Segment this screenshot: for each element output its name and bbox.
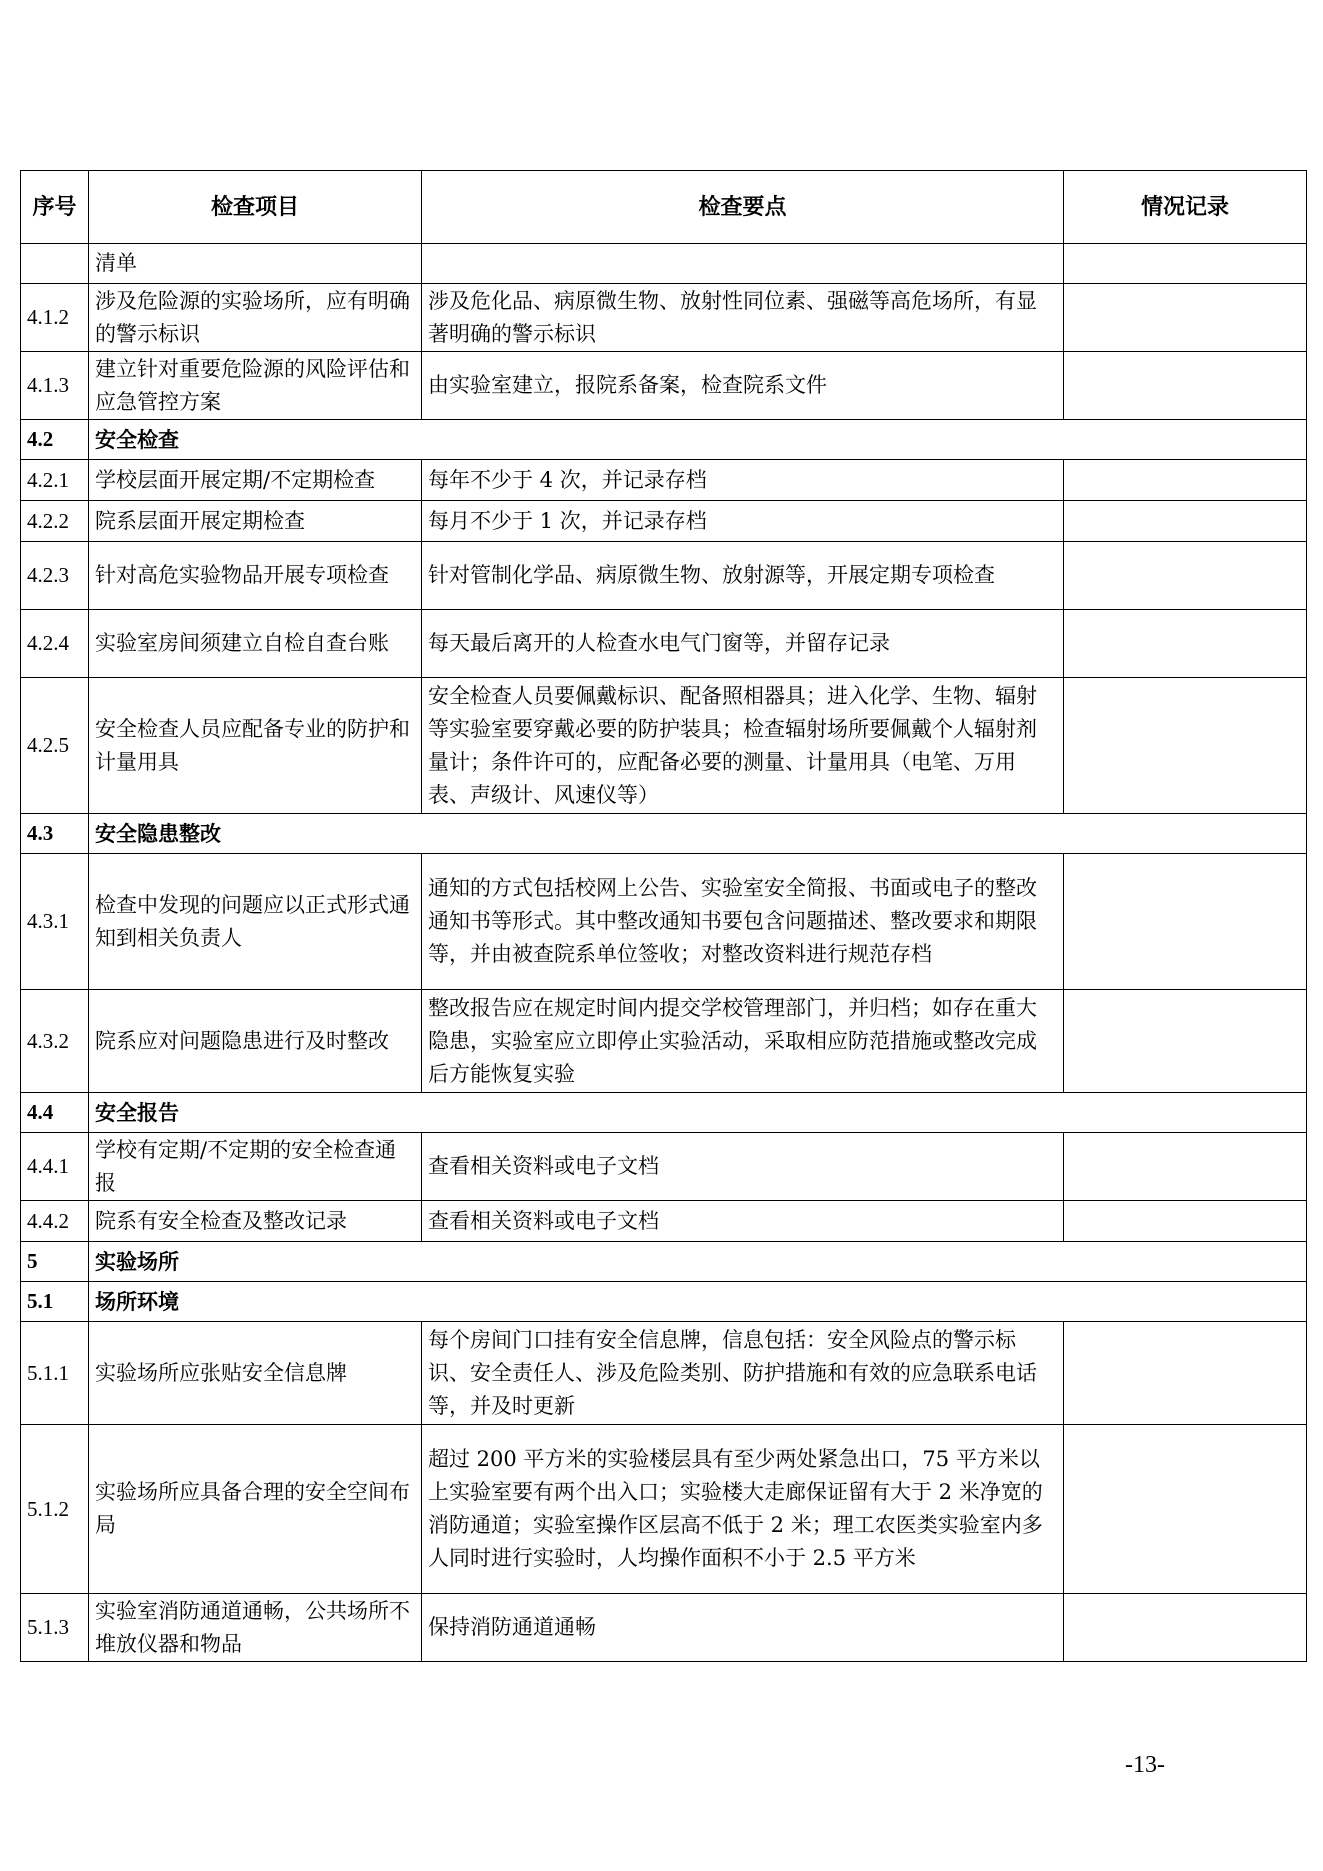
section-number: 5.1 [21,1282,89,1322]
record-cell [1064,284,1307,352]
row-number [21,244,89,284]
row-number: 5.1.3 [21,1594,89,1662]
record-cell [1064,501,1307,542]
check-item: 检查中发现的问题应以正式形式通知到相关负责人 [89,854,422,990]
table-row [21,542,1307,610]
record-cell [1064,1201,1307,1242]
table-row [21,678,1307,814]
table-row [21,1201,1307,1242]
check-item: 院系有安全检查及整改记录 [89,1201,422,1242]
table-row [21,854,1307,990]
section-title: 实验场所 [89,1242,1307,1282]
table-row [21,610,1307,678]
check-points: 每个房间门口挂有安全信息牌，信息包括：安全风险点的警示标识、安全责任人、涉及危险类别、防护措施和有效的应急联系电话等，并及时更新 [422,1322,1064,1425]
check-item: 实验室房间须建立自检自查台账 [89,610,422,678]
table-row [21,1594,1307,1662]
record-cell [1064,854,1307,990]
check-points: 由实验室建立，报院系备案，检查院系文件 [422,352,1064,420]
row-number: 4.4.2 [21,1201,89,1242]
row-number: 4.2.2 [21,501,89,542]
row-number: 4.1.3 [21,352,89,420]
check-points: 每年不少于 4 次，并记录存档 [422,460,1064,501]
row-number: 4.2.4 [21,610,89,678]
record-cell [1064,1594,1307,1662]
record-cell [1064,678,1307,814]
section-number: 4.2 [21,420,89,460]
check-item: 学校有定期/不定期的安全检查通报 [89,1133,422,1201]
check-item: 院系层面开展定期检查 [89,501,422,542]
row-number: 4.2.1 [21,460,89,501]
check-points: 安全检查人员要佩戴标识、配备照相器具；进入化学、生物、辐射等实验室要穿戴必要的防护装具；检查辐射场所要佩戴个人辐射剂量计；条件许可的，应配备必要的测量、计量用具（电笔、万用表、声级计、风速仪等） [422,678,1064,814]
check-points [422,244,1064,284]
table-body [21,244,1307,1662]
check-points: 通知的方式包括校网上公告、实验室安全简报、书面或电子的整改通知书等形式。其中整改通知书要包含问题描述、整改要求和期限等，并由被查院系单位签收；对整改资料进行规范存档 [422,854,1064,990]
section-number: 4.4 [21,1093,89,1133]
header-no: 序号 [21,171,89,244]
header-points: 检查要点 [422,171,1064,244]
section-number: 4.3 [21,814,89,854]
record-cell [1064,1133,1307,1201]
row-number: 4.3.1 [21,854,89,990]
row-number: 4.2.3 [21,542,89,610]
row-number: 4.4.1 [21,1133,89,1201]
check-points: 查看相关资料或电子文档 [422,1201,1064,1242]
row-number: 4.2.5 [21,678,89,814]
table-row [21,501,1307,542]
record-cell [1064,1425,1307,1594]
check-item: 清单 [89,244,422,284]
check-item: 实验场所应张贴安全信息牌 [89,1322,422,1425]
table-header-row [21,171,1307,244]
section-row [21,1093,1307,1133]
check-points: 每天最后离开的人检查水电气门窗等，并留存记录 [422,610,1064,678]
section-number: 5 [21,1242,89,1282]
record-cell [1064,542,1307,610]
header-item: 检查项目 [89,171,422,244]
check-points: 涉及危化品、病原微生物、放射性同位素、强磁等高危场所，有显著明确的警示标识 [422,284,1064,352]
section-row [21,420,1307,460]
check-points: 超过 200 平方米的实验楼层具有至少两处紧急出口，75 平方米以上实验室要有两个出入口；实验楼大走廊保证留有大于 2 米净宽的消防通道；实验室操作区层高不低于 2 米；理工农医类实验室内多人同时进行实验时，人均操作面积不小于 2.5 平方米 [422,1425,1064,1594]
check-item: 实验室消防通道通畅，公共场所不堆放仪器和物品 [89,1594,422,1662]
record-cell [1064,1322,1307,1425]
table-row [21,990,1307,1093]
check-item: 涉及危险源的实验场所，应有明确的警示标识 [89,284,422,352]
record-cell [1064,990,1307,1093]
table-row [21,284,1307,352]
section-title: 场所环境 [89,1282,1307,1322]
check-item: 安全检查人员应配备专业的防护和计量用具 [89,678,422,814]
check-item: 实验场所应具备合理的安全空间布局 [89,1425,422,1594]
row-number: 4.1.2 [21,284,89,352]
table-row [21,352,1307,420]
check-points: 保持消防通道通畅 [422,1594,1064,1662]
header-record: 情况记录 [1064,171,1307,244]
check-item: 建立针对重要危险源的风险评估和应急管控方案 [89,352,422,420]
section-title: 安全隐患整改 [89,814,1307,854]
check-points: 查看相关资料或电子文档 [422,1133,1064,1201]
inspection-checklist-table [20,170,1307,1662]
page-number: -13- [1125,1752,1165,1778]
section-row [21,1242,1307,1282]
record-cell [1064,352,1307,420]
row-number: 5.1.1 [21,1322,89,1425]
row-number: 5.1.2 [21,1425,89,1594]
check-points: 针对管制化学品、病原微生物、放射源等，开展定期专项检查 [422,542,1064,610]
record-cell [1064,610,1307,678]
table-row [21,1322,1307,1425]
section-title: 安全报告 [89,1093,1307,1133]
table-row [21,460,1307,501]
check-item: 针对高危实验物品开展专项检查 [89,542,422,610]
record-cell [1064,244,1307,284]
table-row [21,1425,1307,1594]
check-item: 院系应对问题隐患进行及时整改 [89,990,422,1093]
table-row [21,244,1307,284]
record-cell [1064,460,1307,501]
section-title: 安全检查 [89,420,1307,460]
check-points: 整改报告应在规定时间内提交学校管理部门，并归档；如存在重大隐患，实验室应立即停止实验活动，采取相应防范措施或整改完成后方能恢复实验 [422,990,1064,1093]
check-points: 每月不少于 1 次，并记录存档 [422,501,1064,542]
check-item: 学校层面开展定期/不定期检查 [89,460,422,501]
row-number: 4.3.2 [21,990,89,1093]
section-row [21,814,1307,854]
table-row [21,1133,1307,1201]
section-row [21,1282,1307,1322]
